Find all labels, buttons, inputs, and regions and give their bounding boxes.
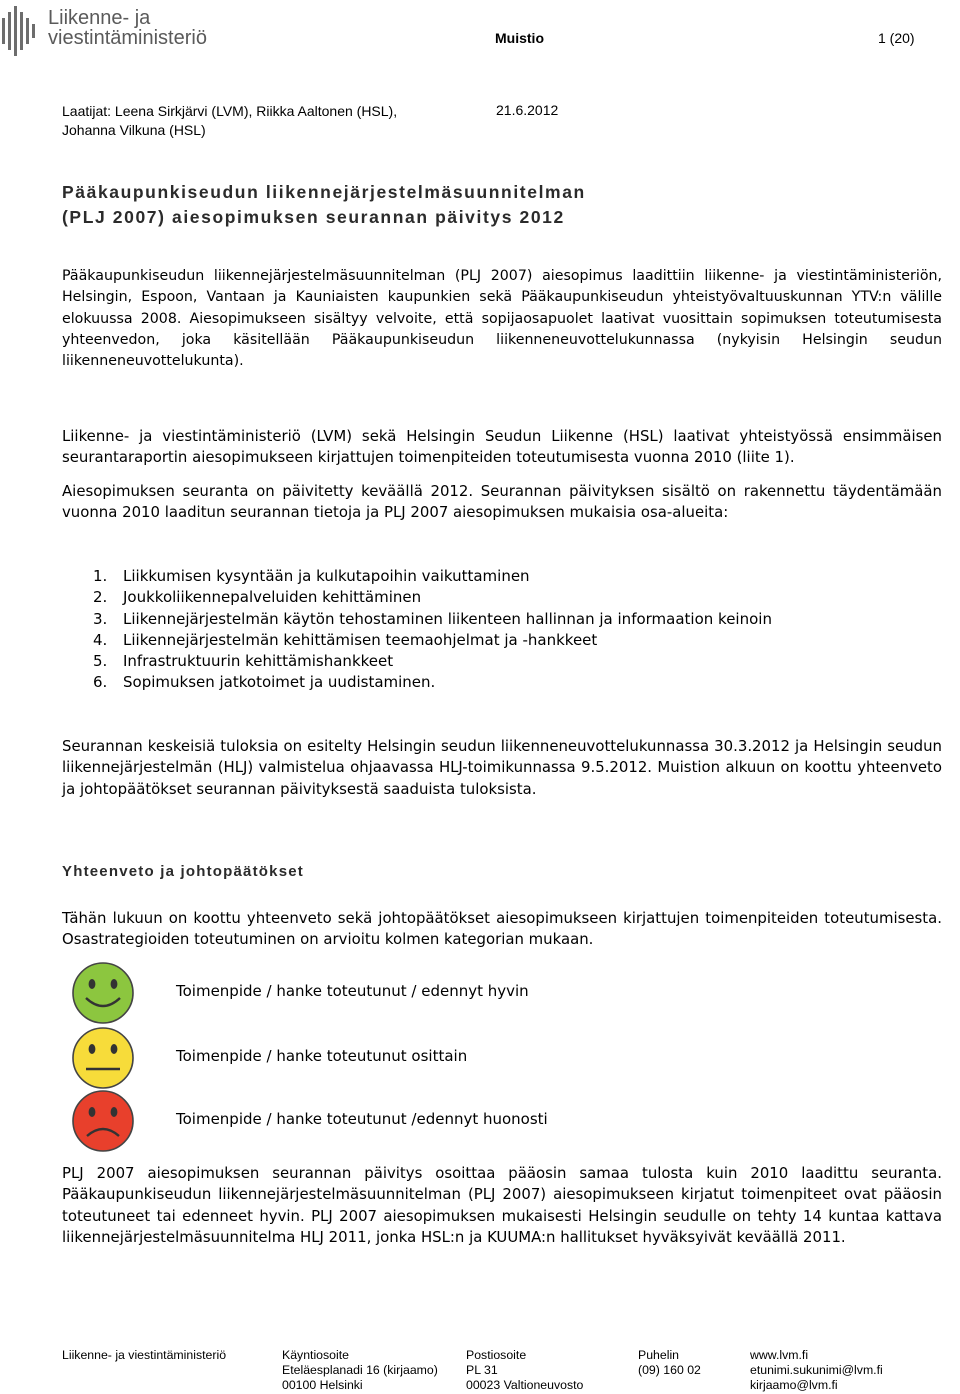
footer-visit-label: Käyntiosoite xyxy=(282,1348,349,1362)
footer-post-label: Postiosoite xyxy=(466,1348,527,1362)
footer-visit-line-1: Eteläesplanadi 16 (kirjaamo) xyxy=(282,1363,438,1378)
authors-line-2: Johanna Vilkuna (HSL) xyxy=(62,122,206,138)
paragraph-conclusion: PLJ 2007 aiesopimuksen seurannan päivitys osoittaa pääosin samaa tulosta kuin 2010 laadittu seuranta. Pääkaupunkiseudun liikennejärjestelmäsuunnitelman (PLJ 2007) aiesopimukseen kirjatut toimenpiteet ovat pääosin toteutuneet tai edenneet hyvin. PLJ 2007 aiesopimuksen mukaisesti Helsingin seudulle on tehty 14 kuntaa kattava liikennejärjestelmäsuunnitelma HLJ 2011, jonka HSL:n ja KUUMA:n hallitukset hyväksyivät keväällä 2011. xyxy=(62,1164,942,1246)
footer-phone xyxy=(638,1348,701,1378)
document-title xyxy=(62,180,922,230)
legend-label-good: Toimenpide / hanke toteutunut / edennyt hyvin xyxy=(176,982,529,1000)
footer-visit-line-2: 00100 Helsinki xyxy=(282,1378,363,1393)
legend-row-partial xyxy=(70,1025,870,1091)
list-item xyxy=(93,630,772,651)
list-number: 5. xyxy=(93,652,108,671)
sad-face-icon xyxy=(70,1088,136,1154)
list-number: 2. xyxy=(93,588,108,607)
footer-contacts xyxy=(750,1348,883,1394)
footer-registry-email-link[interactable]: kirjaamo@lvm.fi xyxy=(750,1378,838,1393)
list-text: Joukkoliikennepalveluiden kehittäminen xyxy=(123,588,422,607)
list-text: Sopimuksen jatkotoimet ja uudistaminen. xyxy=(123,673,436,692)
legend-label-partial: Toimenpide / hanke toteutunut osittain xyxy=(176,1047,468,1065)
paragraph-summary: Tähän lukuun on koottu yhteenveto sekä johtopäätökset aiesopimukseen kirjattujen toimenpiteiden toteutumisesta. Osastrategioiden toteutuminen on arvioitu kolmen kategorian mukaan. xyxy=(62,909,942,949)
logo-text xyxy=(48,8,207,48)
list-item xyxy=(93,609,772,630)
logo-line-1: Liikenne- ja xyxy=(48,7,151,29)
list-number: 3. xyxy=(93,609,108,628)
legend-row-good xyxy=(70,960,870,1026)
list-text: Infrastruktuurin kehittämishankkeet xyxy=(123,652,394,671)
paragraph-intro: Pääkaupunkiseudun liikennejärjestelmäsuunnitelman (PLJ 2007) aiesopimus laadittiin liikenne- ja viestintäministeriön, Helsingin, Espoon, Vantaan ja Kauniaisten kaupunkien sekä Pääkaupunkiseudun yhteistyövaltuuskunnan YTV:n välille elokuussa 2008. Aiesopimukseen sisältyy velvoite, että sopijaosapuolet laativat vuosittain sopimuksen toteutumisesta yhteenvedon, joka käsitellään Pääkaupunkiseudun liikenneneuvottelukunnassa (nykyisin Helsingin seudun liikenneneuvottelukunta). xyxy=(62,268,942,370)
authors xyxy=(62,102,482,140)
footer-org xyxy=(62,1348,226,1363)
list-item xyxy=(93,587,772,608)
paragraph-update: Aiesopimuksen seuranta on päivitetty keväällä 2012. Seurannan päivityksen sisältö on rakennettu täydentämään vuonna 2010 laaditun seurannan tietoja ja PLJ 2007 aiesopimuksen mukaisia osa-alueita: xyxy=(62,482,942,522)
footer-post-line-2: 00023 Valtioneuvosto xyxy=(466,1378,584,1393)
authors-line-1: Laatijat: Leena Sirkjärvi (LVM), Riikka Aaltonen (HSL), xyxy=(62,103,398,119)
footer-post-line-1: PL 31 xyxy=(466,1363,498,1378)
section-heading: Yhteenveto ja johtopäätökset xyxy=(62,863,304,880)
logo-line-2: viestintäministeriö xyxy=(48,27,207,49)
document-date: 21.6.2012 xyxy=(496,102,559,118)
footer-phone-number: (09) 160 02 xyxy=(638,1363,701,1378)
list-item xyxy=(93,566,772,587)
document-type: Muistio xyxy=(495,30,544,46)
footer-visit-address xyxy=(282,1348,438,1394)
list-text: Liikennejärjestelmän käytön tehostaminen liikenteen hallinnan ja informaation keinoin xyxy=(123,609,772,628)
page-number: 1 (20) xyxy=(878,30,915,46)
list-number: 6. xyxy=(93,673,108,692)
list-number: 1. xyxy=(93,567,108,585)
happy-face-icon xyxy=(70,960,136,1026)
list-item xyxy=(93,651,772,672)
footer-phone-label: Puhelin xyxy=(638,1348,680,1362)
list-text: Liikennejärjestelmän kehittämisen teemaohjelmat ja -hankkeet xyxy=(123,630,598,649)
legend-label-poor: Toimenpide / hanke toteutunut /edennyt huonosti xyxy=(176,1110,548,1128)
list-item xyxy=(93,672,772,693)
title-line-1: Pääkaupunkiseudun liikennejärjestelmäsuunnitelman xyxy=(62,182,586,202)
focus-area-list xyxy=(93,566,772,694)
paragraph-results: Seurannan keskeisiä tuloksia on esitelty Helsingin seudun liikenneneuvottelukunnassa 30.3.2012 ja Helsingin seudun liikennejärjestelmän (HLJ) valmistelua ohjaavassa HLJ-toimikunnassa 9.5.2012. Muistion alkuun on koottu yhteenveto ja johtopäätökset seurannan päivityksestä saaduista tuloksista. xyxy=(62,737,942,798)
title-line-2: (PLJ 2007) aiesopimuksen seurannan päivitys 2012 xyxy=(62,207,565,227)
neutral-face-icon xyxy=(70,1025,136,1091)
footer-org-name: Liikenne- ja viestintäministeriö xyxy=(62,1348,227,1362)
paragraph-lvm-hsl: Liikenne- ja viestintäministeriö (LVM) sekä Helsingin Seudun Liikenne (HSL) laativat yhteistyössä ensimmäisen seurantaraportin aiesopimukseen kirjattujen toimenpiteiden toteutumisesta vuonna 2010 (liite 1). xyxy=(62,427,942,467)
legend-row-poor xyxy=(70,1088,870,1154)
list-text: Liikkumisen kysyntään ja kulkutapoihin vaikuttaminen xyxy=(123,567,530,585)
ministry-logo xyxy=(0,0,220,60)
ministry-logo-mark xyxy=(2,4,42,58)
footer-email-link[interactable]: etunimi.sukunimi@lvm.fi xyxy=(750,1363,883,1378)
footer-post-address xyxy=(466,1348,583,1394)
list-number: 4. xyxy=(93,630,108,649)
footer-website-link[interactable]: www.lvm.fi xyxy=(750,1348,809,1362)
